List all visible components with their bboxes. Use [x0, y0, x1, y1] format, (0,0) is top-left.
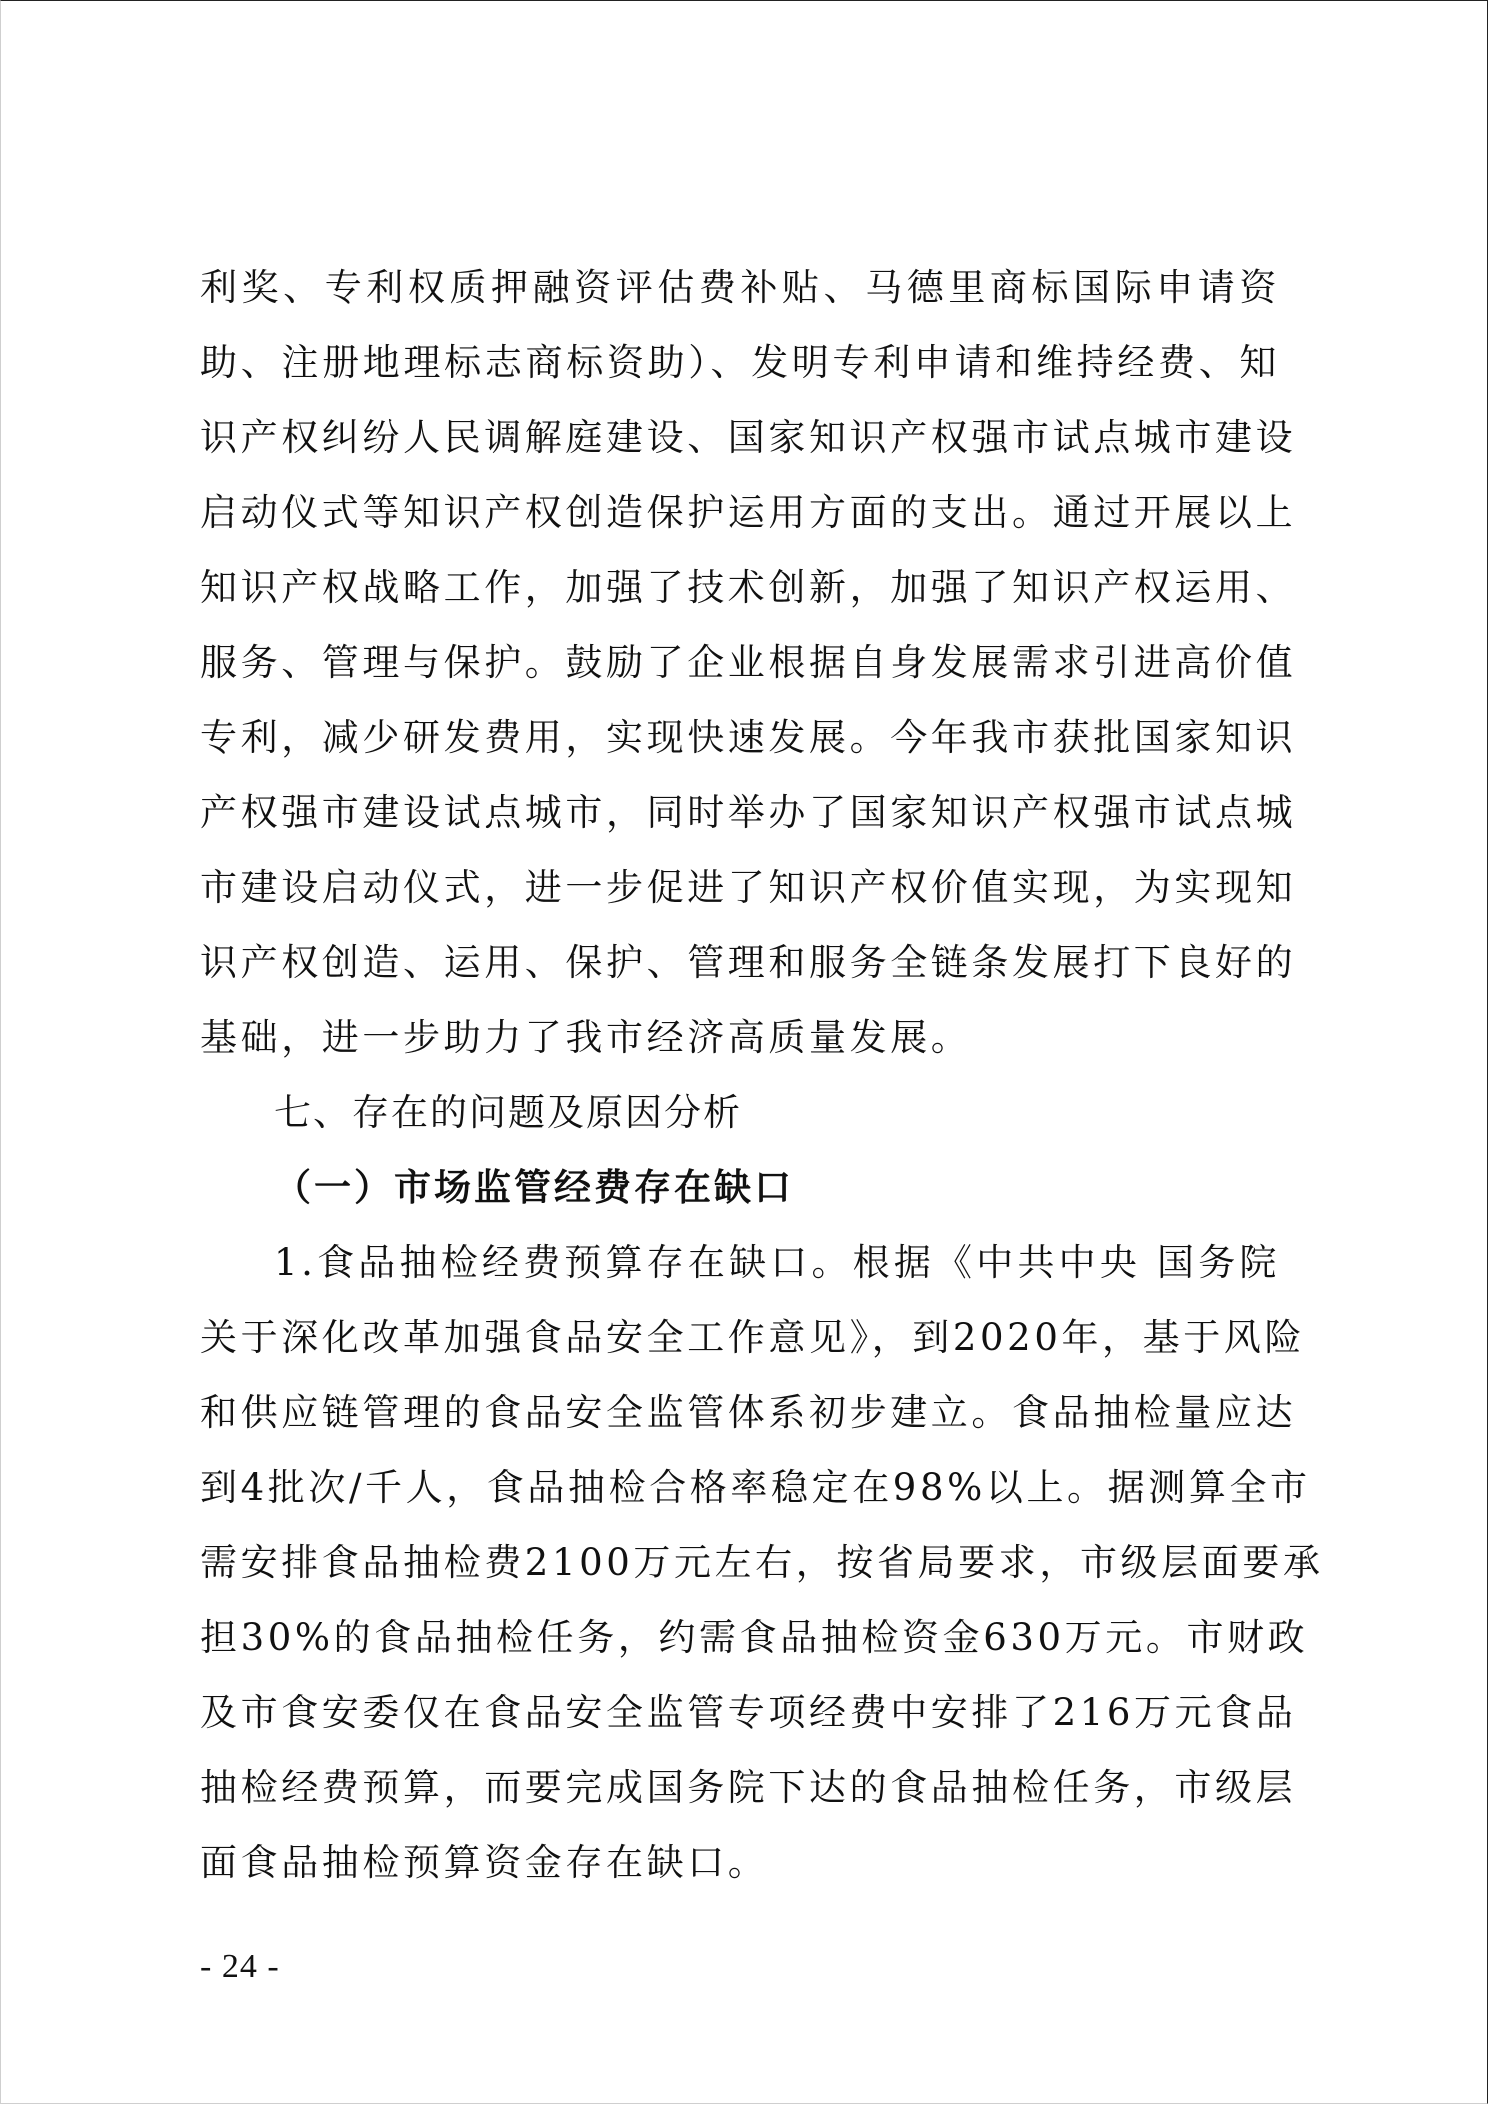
paragraph-line: 需安排食品抽检费2100万元左右，按省局要求，市级层面要承 — [200, 1541, 1324, 1584]
paragraph-line: 关于深化改革加强食品安全工作意见》，到2020年，基于风险 — [200, 1316, 1306, 1359]
paragraph-line: 识产权创造、运用、保护、管理和服务全链条发展打下良好的 — [200, 941, 1297, 984]
paragraph-line: 利奖、专利权质押融资评估费补贴、马德里商标国际申请资 — [200, 266, 1280, 309]
subsection-heading: （一）市场监管经费存在缺口 — [274, 1165, 794, 1209]
paragraph-line: 市建设启动仪式，进一步促进了知识产权价值实现，为实现知 — [200, 866, 1297, 909]
paragraph-line: 及市食安委仅在食品安全监管专项经费中安排了216万元食品 — [200, 1691, 1297, 1734]
paragraph-line: 和供应链管理的食品安全监管体系初步建立。食品抽检量应达 — [200, 1391, 1297, 1434]
paragraph-line: 专利，减少研发费用，实现快速发展。今年我市获批国家知识 — [200, 716, 1297, 759]
document-body — [200, 250, 1324, 1900]
paragraph-line: 知识产权战略工作，加强了技术创新，加强了知识产权运用、 — [200, 566, 1297, 609]
paragraph-line: 产权强市建设试点城市，同时举办了国家知识产权强市试点城 — [200, 791, 1297, 834]
paragraph-line: 基础，进一步助力了我市经济高质量发展。 — [200, 1016, 972, 1059]
page-number: - 24 - — [200, 1948, 280, 1985]
paragraph-line: 识产权纠纷人民调解庭建设、国家知识产权强市试点城市建设 — [200, 416, 1297, 459]
paragraph-line: 1.食品抽检经费预算存在缺口。根据《中共中央 国务院 — [274, 1241, 1280, 1284]
section-heading: 七、存在的问题及原因分析 — [274, 1091, 742, 1134]
paragraph-line: 服务、管理与保护。鼓励了企业根据自身发展需求引进高价值 — [200, 641, 1297, 684]
paragraph-line: 到4批次/千人，食品抽检合格率稳定在98%以上。据测算全市 — [200, 1466, 1311, 1509]
paragraph-line: 面食品抽检预算资金存在缺口。 — [200, 1841, 769, 1884]
paragraph-line: 抽检经费预算，而要完成国务院下达的食品抽检任务，市级层 — [200, 1766, 1297, 1809]
paragraph-line: 担30%的食品抽检任务，约需食品抽检资金630万元。市财政 — [200, 1616, 1309, 1659]
paragraph-line: 启动仪式等知识产权创造保护运用方面的支出。通过开展以上 — [200, 491, 1297, 534]
paragraph-line: 助、注册地理标志商标资助）、发明专利申请和维持经费、知 — [200, 341, 1280, 384]
